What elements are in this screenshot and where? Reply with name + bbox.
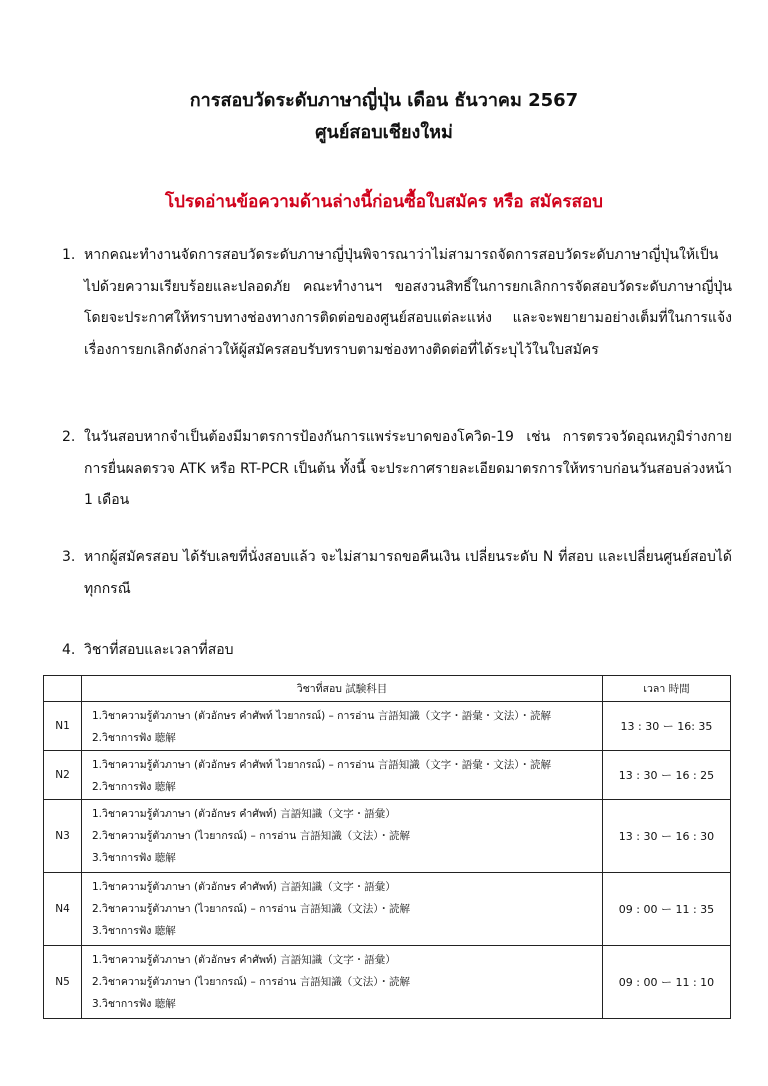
subject-line: 2.วิชาความรู้ตัวภาษา (ไวยากรณ์) – การอ่าน 言語知識（文法）・読解: [92, 830, 410, 842]
time-cell: 09 : 00 ー 11 : 10: [603, 946, 731, 1019]
table-header-row: [44, 676, 731, 702]
list-item-text: วิชาที่สอบและเวลาที่สอบ: [84, 642, 234, 658]
subject-cell: [82, 946, 603, 1019]
header-level: [44, 676, 82, 702]
list-item-text: หากผู้สมัครสอบ ได้รับเลขที่นั่งสอบแล้ว จะไม่สามารถขอคืนเงิน เปลี่ยนระดับ N ที่สอบ และเปลี่ยนศูนย์สอบได้ทุกกรณี: [84, 549, 732, 597]
exam-schedule-table: [43, 675, 731, 1019]
header-time: เวลา 時間: [603, 676, 731, 702]
subject-line: 3.วิชาการฟัง 聴解: [92, 925, 176, 937]
level-cell: N2: [44, 751, 82, 800]
subject-line: 1.วิชาความรู้ตัวภาษา (ตัวอักษร คำศัพท์) 言語知識（文字・語彙）: [92, 881, 396, 893]
page-title: การสอบวัดระดับภาษาญี่ปุ่น เดือน ธันวาคม 2567: [189, 90, 579, 111]
list-item-number: 1.: [62, 247, 76, 263]
level-cell: N5: [44, 946, 82, 1019]
header-subject: วิชาที่สอบ 試験科目: [82, 676, 603, 702]
level-cell: N3: [44, 800, 82, 873]
list-item-number: 2.: [62, 429, 76, 445]
level-cell: N4: [44, 873, 82, 946]
time-cell: 13 : 30 ー 16: 35: [603, 702, 731, 751]
list-item: [62, 542, 732, 605]
list-item-text: หากคณะทำงานจัดการสอบวัดระดับภาษาญี่ปุ่นพิจารณาว่าไม่สามารถจัดการสอบวัดระดับภาษาญี่ปุ่นให้เป็นไปด้วยความเรียบร้อยและปลอดภัย คณะทำงานฯ ขอสงวนสิทธิ์ในการยกเลิกการจัดสอบวัดระดับภาษาญี่ปุ่น โดยจะประกาศให้ทราบทางช่องทางการติดต่อของศูนย์สอบแต่ละแห่ง และจะพยายามอย่างเต็มที่ในการแจ้งเรื่องการยกเลิกดังกล่าวให้ผู้สมัครสอบรับทราบตามช่องทางติดต่อที่ได้ระบุไว้ในใบสมัคร: [84, 247, 732, 358]
subject-cell: [82, 751, 603, 800]
subject-line: 3.วิชาการฟัง 聴解: [92, 852, 176, 864]
level-cell: N1: [44, 702, 82, 751]
table-row: [44, 800, 731, 873]
notice-text: โปรดอ่านข้อความด้านล่างนี้ก่อนซื้อใบสมัคร หรือ สมัครสอบ: [165, 192, 603, 212]
subject-line: 1.วิชาความรู้ตัวภาษา (ตัวอักษร คำศัพท์) 言語知識（文字・語彙）: [92, 808, 396, 820]
list-item-number: 3.: [62, 549, 76, 565]
table-row: [44, 751, 731, 800]
time-cell: 09 : 00 ー 11 : 35: [603, 873, 731, 946]
subject-line: 3.วิชาการฟัง 聴解: [92, 998, 176, 1010]
list-item-number: 4.: [62, 642, 76, 658]
list-item: [62, 240, 732, 366]
table-row: [44, 702, 731, 751]
subject-line: 2.วิชาความรู้ตัวภาษา (ไวยากรณ์) – การอ่าน 言語知識（文法）・読解: [92, 903, 410, 915]
subject-line: 1.วิชาความรู้ตัวภาษา (ตัวอักษร คำศัพท์ ไวยากรณ์) – การอ่าน 言語知識（文字・語彙・文法）・読解: [92, 759, 551, 771]
subject-line: 2.วิชาการฟัง 聴解: [92, 732, 176, 744]
table-row: [44, 873, 731, 946]
subject-line: 2.วิชาความรู้ตัวภาษา (ไวยากรณ์) – การอ่าน 言語知識（文法）・読解: [92, 976, 410, 988]
subject-line: 1.วิชาความรู้ตัวภาษา (ตัวอักษร คำศัพท์ ไวยากรณ์) – การอ่าน 言語知識（文字・語彙・文法）・読解: [92, 710, 551, 722]
table-row: [44, 946, 731, 1019]
subject-line: 2.วิชาการฟัง 聴解: [92, 781, 176, 793]
list-item: [62, 635, 732, 667]
time-cell: 13 : 30 ー 16 : 25: [603, 751, 731, 800]
page-subtitle: ศูนย์สอบเชียงใหม่: [315, 122, 453, 143]
subject-line: 1.วิชาความรู้ตัวภาษา (ตัวอักษร คำศัพท์) 言語知識（文字・語彙）: [92, 954, 396, 966]
list-item: [62, 422, 732, 517]
time-cell: 13 : 30 ー 16 : 30: [603, 800, 731, 873]
subject-cell: [82, 873, 603, 946]
subject-cell: [82, 800, 603, 873]
list-item-text: ในวันสอบหากจำเป็นต้องมีมาตรการป้องกันการแพร่ระบาดของโควิด-19 เช่น การตรวจวัดอุณหภูมิร่างกาย การยื่นผลตรวจ ATK หรือ RT-PCR เป็นต้น ทั้งนี้ จะประกาศรายละเอียดมาตรการให้ทราบก่อนวันสอบล่วงหน้า 1 เดือน: [84, 429, 732, 508]
subject-cell: [82, 702, 603, 751]
